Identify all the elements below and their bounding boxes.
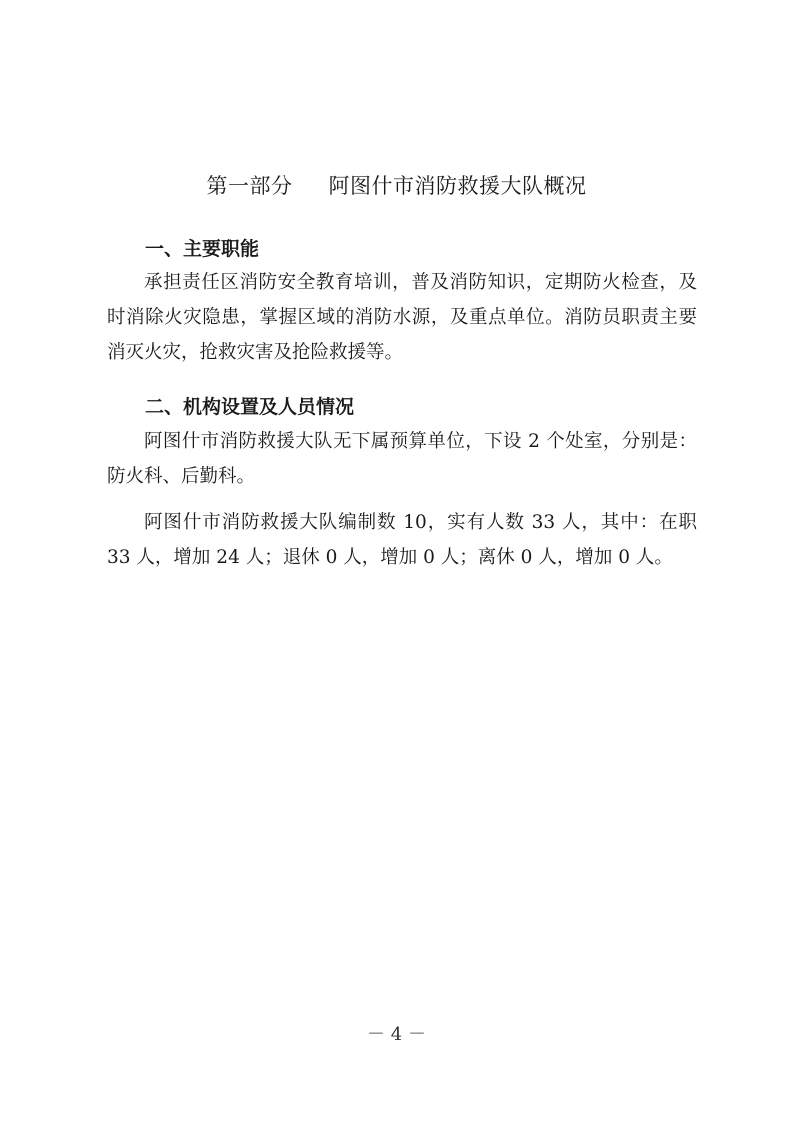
page-title: [0, 170, 793, 200]
paragraph-functions: 承担责任区消防安全教育培训，普及消防知识，定期防火检查，及时消除火灾隐患，掌握区域的消防水源，及重点单位。消防员职责主要消灭火灾，抢救灾害及抢险救援等。: [107, 272, 697, 363]
paragraph-departments: 阿图什市消防救援大队无下属预算单位，下设 2 个处室，分别是：防火科、后勤科。: [107, 431, 697, 487]
title-part: 第一部分: [206, 174, 293, 198]
section-heading-organization: 二、机构设置及人员情况: [145, 396, 355, 418]
title-name: 阿图什市消防救援大队概况: [328, 174, 587, 198]
section-heading-functions: 一、主要职能: [145, 238, 260, 260]
paragraph-staffing: 阿图什市消防救援大队编制数 10，实有人数 33 人，其中：在职 33 人，增加 24 人；退休 0 人，增加 0 人；离休 0 人，增加 0 人。: [107, 512, 697, 568]
page-number: － 4 －: [367, 1024, 426, 1045]
